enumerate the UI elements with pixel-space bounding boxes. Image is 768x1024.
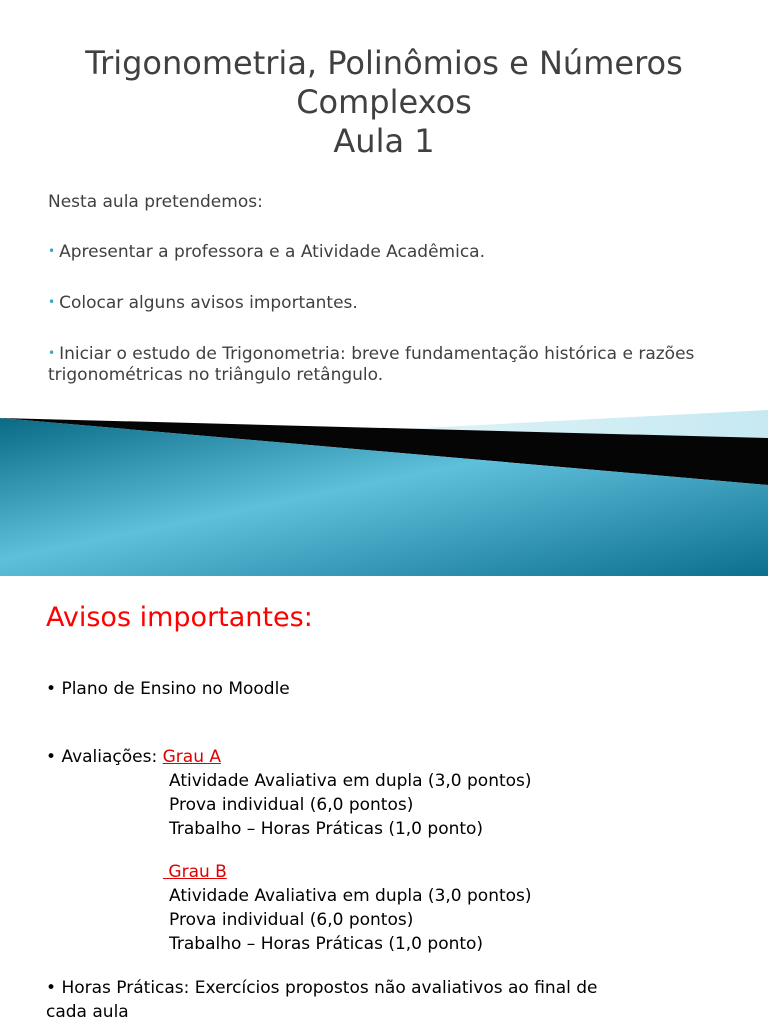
plano-line bbox=[46, 677, 290, 701]
grau-b-item-2: Prova individual (6,0 pontos) bbox=[169, 910, 414, 930]
intro-bullet-text: Iniciar o estudo de Trigonometria: breve fundamentação histórica e razões trigonométricas no triângulo retângulo. bbox=[48, 344, 695, 385]
decorative-wave-banner bbox=[0, 380, 768, 576]
grau-b-line bbox=[163, 860, 227, 884]
bullet-icon: • bbox=[46, 747, 57, 767]
intro-heading: Nesta aula pretendemos: bbox=[48, 192, 263, 212]
title-line-2: Complexos bbox=[296, 83, 472, 121]
intro-bullet-2 bbox=[48, 292, 738, 314]
grau-a-label: Grau A bbox=[162, 747, 221, 767]
grau-b-label: Grau B bbox=[168, 862, 227, 882]
slide-2 bbox=[0, 576, 768, 1024]
slide-title bbox=[0, 44, 768, 161]
grau-a-item-1: Atividade Avaliativa em dupla (3,0 pontos) bbox=[169, 771, 532, 791]
avisos-heading-colon: : bbox=[303, 602, 313, 633]
grau-a-item-2: Prova individual (6,0 pontos) bbox=[169, 795, 414, 815]
avisos-heading-text: Avisos importantes bbox=[46, 602, 304, 633]
avaliacoes-line bbox=[46, 745, 221, 769]
avaliacoes-label: Avaliações: bbox=[61, 747, 163, 767]
intro-bullet-text: Apresentar a professora e a Atividade Acadêmica. bbox=[59, 242, 485, 262]
bullet-dot-icon: • bbox=[48, 346, 56, 360]
horas-line-1 bbox=[46, 976, 598, 1000]
grau-b-item-3: Trabalho – Horas Práticas (1,0 ponto) bbox=[169, 934, 484, 954]
title-line-3: Aula 1 bbox=[333, 122, 435, 160]
bullet-icon: • bbox=[46, 978, 57, 998]
bullet-icon: • bbox=[46, 679, 57, 699]
bullet-dot-icon: • bbox=[48, 295, 56, 309]
grau-a-item-3: Trabalho – Horas Práticas (1,0 ponto) bbox=[169, 819, 484, 839]
title-line-1: Trigonometria, Polinômios e Números bbox=[85, 44, 683, 82]
intro-bullet-1 bbox=[48, 241, 738, 263]
grau-b-item-1: Atividade Avaliativa em dupla (3,0 pontos) bbox=[169, 886, 532, 906]
horas-line-2: cada aula bbox=[46, 1002, 129, 1022]
intro-bullet-text: Colocar alguns avisos importantes. bbox=[59, 293, 358, 313]
bullet-dot-icon: • bbox=[48, 244, 56, 258]
horas-text-1: Horas Práticas: Exercícios propostos não avaliativos ao final de bbox=[61, 978, 598, 998]
plano-text: Plano de Ensino no Moodle bbox=[61, 679, 290, 699]
avisos-heading bbox=[46, 602, 313, 633]
